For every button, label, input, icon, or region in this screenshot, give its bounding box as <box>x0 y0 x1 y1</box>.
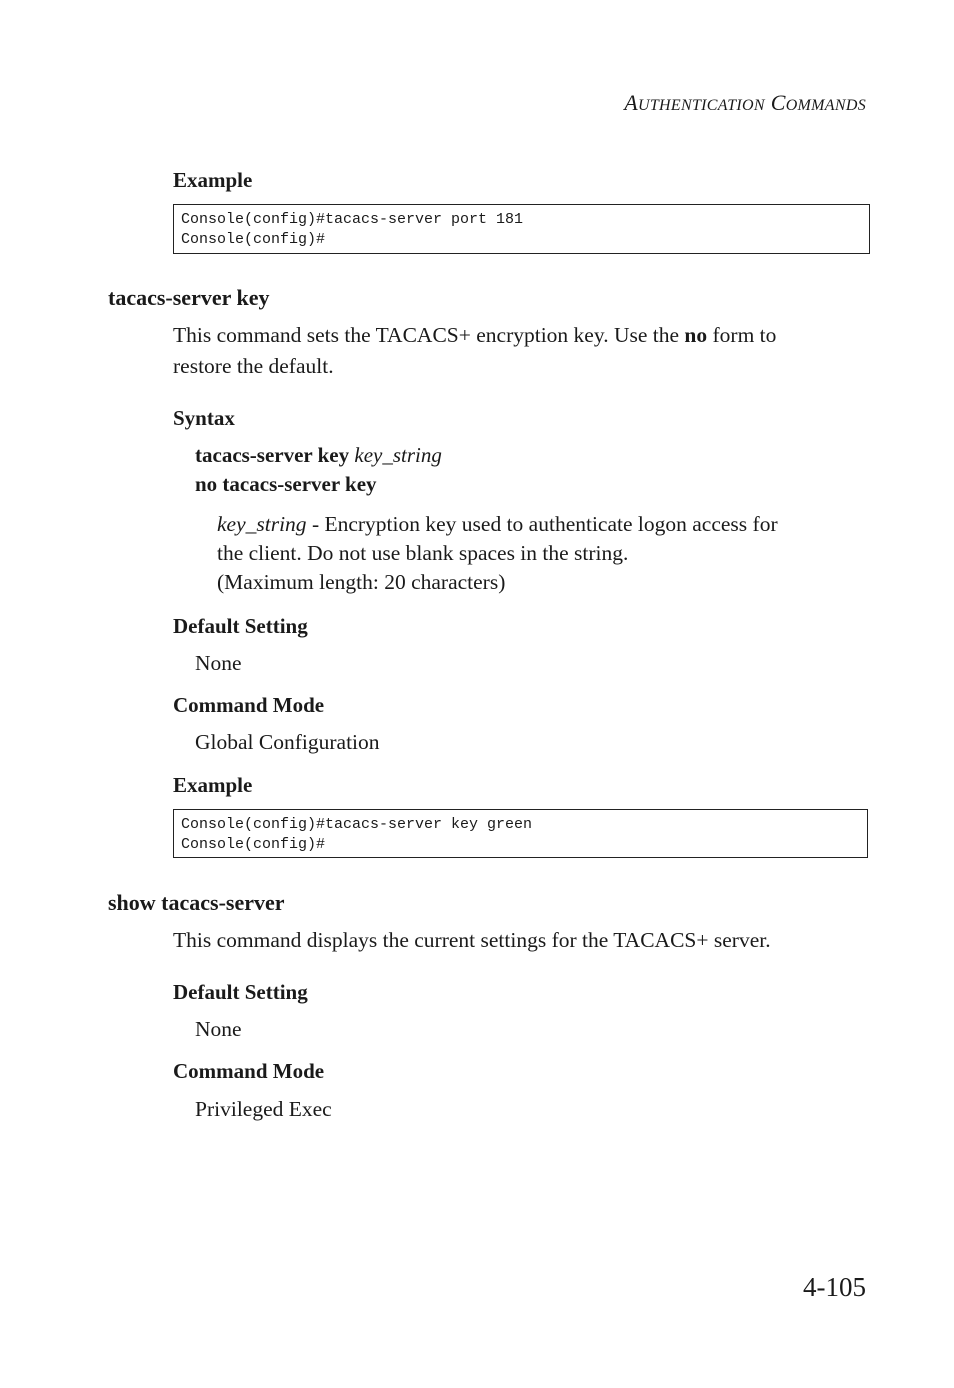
default-setting-label-1: Default Setting <box>173 614 308 638</box>
code-example-2 <box>173 809 868 858</box>
syntax-label: Syntax <box>173 406 235 430</box>
running-header <box>624 90 866 116</box>
code-line: Console(config)# <box>181 230 326 248</box>
header-rest-a: UTHENTICATION <box>638 97 765 114</box>
command-mode-label-2: Command Mode <box>173 1059 325 1083</box>
desc-line2: restore the default. <box>173 354 334 378</box>
desc-part2: form to <box>707 323 777 347</box>
command-mode-value-2: Privileged Exec <box>195 1097 332 1121</box>
param-description <box>217 510 847 597</box>
default-setting-label-2: Default Setting <box>173 980 308 1004</box>
example-label-2: Example <box>173 773 253 797</box>
header-cap-a: A <box>624 90 638 115</box>
param-desc1: - Encryption key used to authenticate logon access for <box>306 512 778 536</box>
code-line: Console(config)#tacacs-server key green <box>181 816 533 833</box>
syntax-param: key_string <box>354 443 442 467</box>
command-title-show: show tacacs-server <box>108 890 285 915</box>
header-cap-c: C <box>770 90 786 115</box>
show-description: This command displays the current settings for the TACACS+ server. <box>173 928 771 952</box>
default-setting-value-1: None <box>195 651 242 675</box>
example-label-1: Example <box>173 168 253 192</box>
desc-no: no <box>684 323 708 347</box>
command-title-key: tacacs-server key <box>108 285 270 310</box>
param-desc3: (Maximum length: 20 characters) <box>217 570 506 594</box>
syntax-cmd: tacacs-server key <box>195 443 350 467</box>
code-line: Console(config)#tacacs-server port 181 <box>181 211 524 228</box>
page-number: 4-105 <box>803 1272 866 1302</box>
key-description <box>173 320 853 382</box>
code-example-1 <box>173 204 870 254</box>
param-name: key_string <box>217 512 307 536</box>
command-mode-label-1: Command Mode <box>173 693 325 717</box>
syntax-no-line: no tacacs-server key <box>195 472 377 496</box>
syntax-line-1 <box>195 443 442 468</box>
header-rest-c: OMMANDS <box>785 97 866 114</box>
desc-part1: This command sets the TACACS+ encryption key. Use the <box>173 323 685 347</box>
code-line: Console(config)# <box>181 835 326 853</box>
default-setting-value-2: None <box>195 1017 242 1041</box>
param-desc2: the client. Do not use blank spaces in the string. <box>217 541 629 565</box>
command-mode-value-1: Global Configuration <box>195 730 380 754</box>
